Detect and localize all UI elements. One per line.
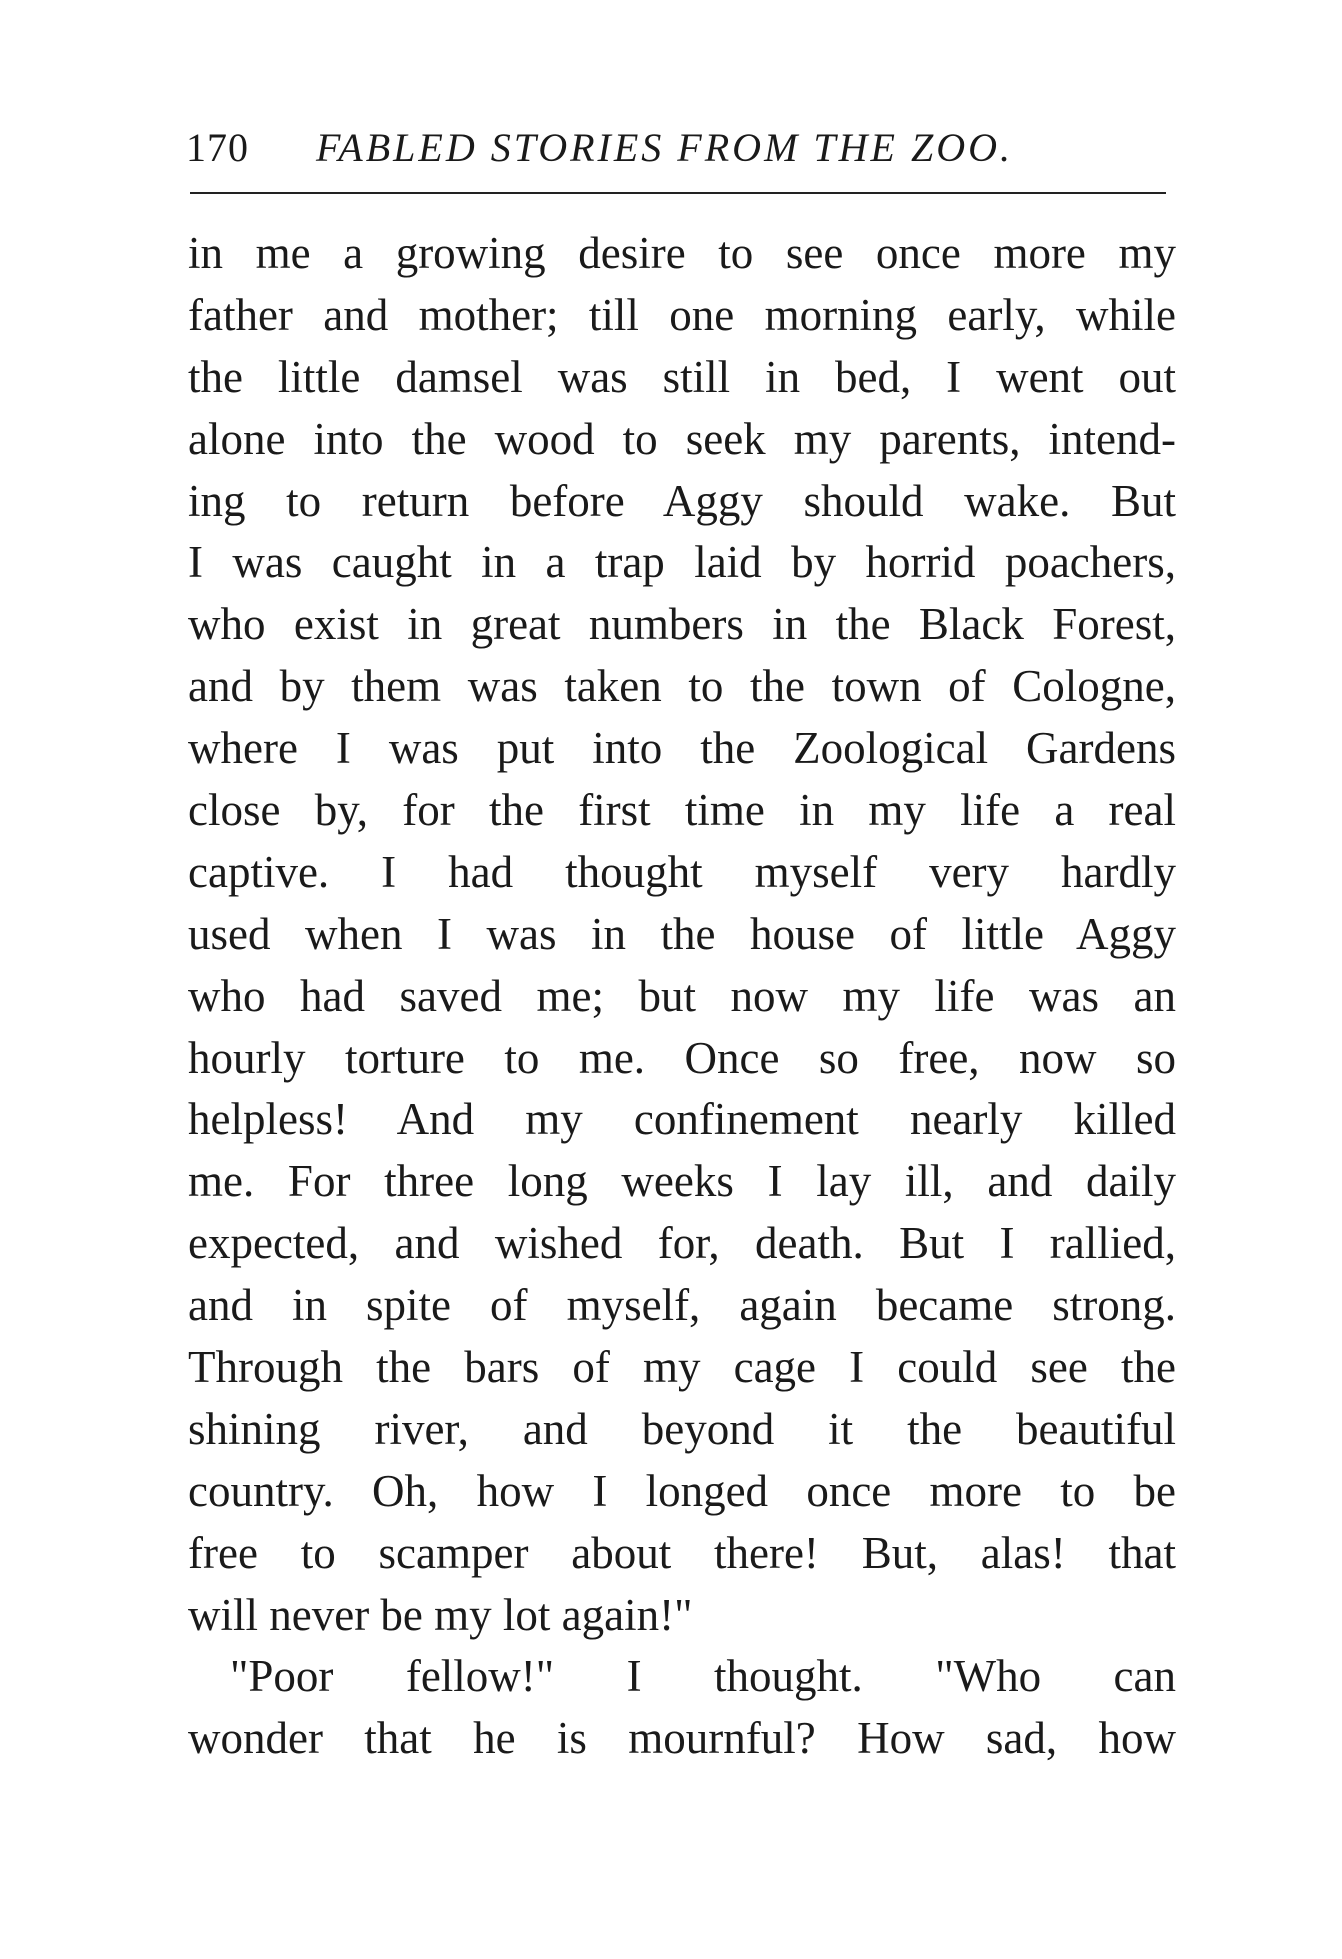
- text-line: father and mother; till one morning early, while: [188, 289, 1176, 340]
- text-line: helpless! And my confinement nearly killed: [188, 1094, 1176, 1145]
- text-line: I was caught in a trap laid by horrid poachers,: [188, 537, 1176, 588]
- text-line: expected, and wished for, death. But I rallied,: [188, 1218, 1176, 1269]
- text-line: who exist in great numbers in the Black Forest,: [188, 599, 1176, 650]
- text-line: shining river, and beyond it the beautiful: [188, 1403, 1176, 1454]
- text-line: will never be my lot again!": [188, 1589, 693, 1640]
- body-text: [188, 223, 1176, 1770]
- text-line: Through the bars of my cage I could see the: [188, 1342, 1176, 1393]
- text-line: captive. I had thought myself very hardly: [188, 846, 1176, 897]
- page-number: 170: [186, 125, 249, 170]
- text-line: me. For three long weeks I lay ill, and daily: [188, 1156, 1176, 1207]
- text-line: wonder that he is mournful? How sad, how: [188, 1713, 1176, 1764]
- header-rule: [190, 192, 1166, 194]
- text-line: ing to return before Aggy should wake. But: [188, 475, 1176, 526]
- text-line: and in spite of myself, again became strong.: [188, 1280, 1176, 1331]
- running-head: [186, 118, 1166, 178]
- text-line: country. Oh, how I longed once more to be: [188, 1465, 1176, 1516]
- text-line: free to scamper about there! But, alas! that: [188, 1527, 1176, 1578]
- text-line: who had saved me; but now my life was an: [188, 970, 1176, 1021]
- text-line: alone into the wood to seek my parents, intend-: [188, 413, 1176, 464]
- text-line: where I was put into the Zoological Gardens: [188, 723, 1176, 774]
- running-title: FABLED STORIES FROM THE ZOO.: [316, 125, 1013, 170]
- text-line: close by, for the first time in my life a real: [188, 785, 1176, 836]
- text-line: and by them was taken to the town of Cologne,: [188, 661, 1176, 712]
- text-line: the little damsel was still in bed, I went out: [188, 351, 1176, 402]
- text-line: in me a growing desire to see once more my: [188, 228, 1176, 278]
- text-line: hourly torture to me. Once so free, now so: [188, 1032, 1176, 1083]
- text-line: used when I was in the house of little Aggy: [188, 908, 1176, 959]
- text-line: "Poor fellow!" I thought. "Who can: [230, 1651, 1176, 1702]
